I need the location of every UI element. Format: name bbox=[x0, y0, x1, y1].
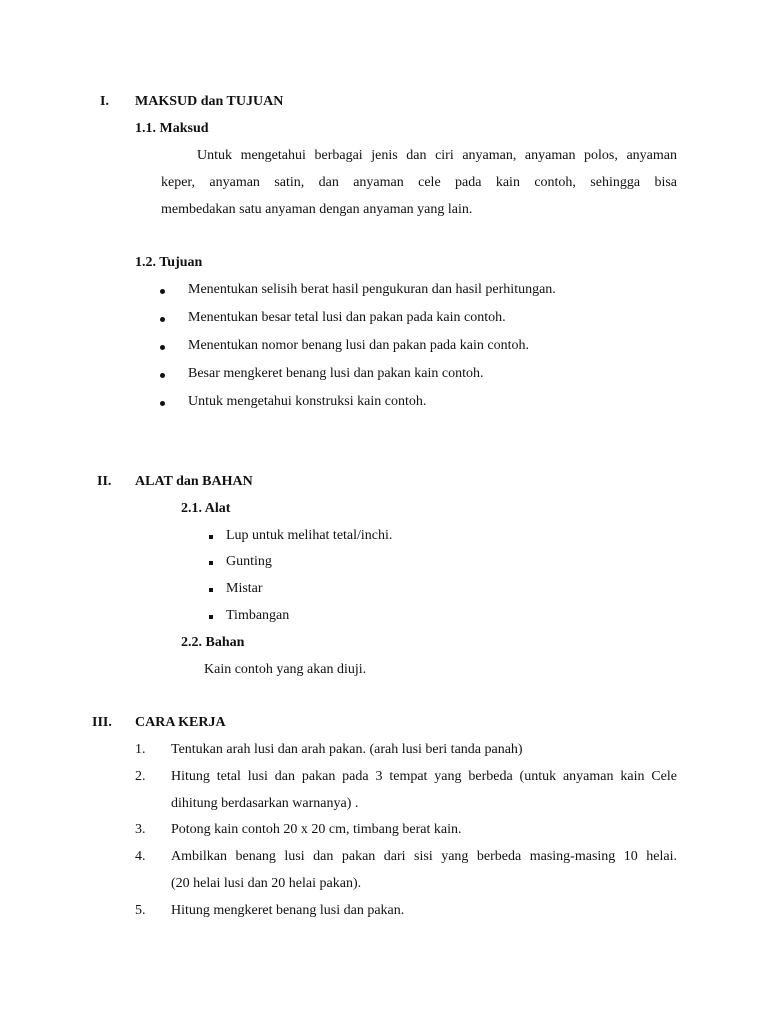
subsection-heading: 2.2. Bahan bbox=[181, 635, 245, 650]
list-item: Menentukan besar tetal lusi dan pakan pada kain contoh. bbox=[188, 310, 506, 325]
subsection-heading: 1.1. Maksud bbox=[135, 121, 209, 136]
subsection-heading: 2.1. Alat bbox=[181, 501, 231, 516]
paragraph-line: keper, anyaman satin, dan anyaman cele pada kain contoh, sehingga bisa bbox=[161, 175, 677, 190]
section-number: III. bbox=[92, 715, 112, 730]
section-number: II. bbox=[97, 474, 112, 489]
bullet-icon bbox=[160, 345, 165, 350]
step-line: Tentukan arah lusi dan arah pakan. (arah lusi beri tanda panah) bbox=[171, 742, 523, 757]
list-item: Gunting bbox=[226, 554, 272, 569]
list-item: Menentukan selisih berat hasil pengukuran dan hasil perhitungan. bbox=[188, 282, 556, 297]
paragraph-line: Untuk mengetahui berbagai jenis dan ciri anyaman, anyaman polos, anyaman bbox=[197, 148, 677, 163]
section-title: ALAT dan BAHAN bbox=[135, 474, 253, 489]
paragraph-line: Kain contoh yang akan diuji. bbox=[204, 662, 367, 677]
step-line: (20 helai lusi dan 20 helai pakan). bbox=[171, 876, 362, 891]
bullet-icon bbox=[160, 373, 165, 378]
step-number: 2. bbox=[135, 769, 146, 784]
paragraph-line: membedakan satu anyaman dengan anyaman yang lain. bbox=[161, 202, 473, 217]
step-line: Hitung tetal lusi dan pakan pada 3 tempat yang berbeda (untuk anyaman kain Cele bbox=[171, 769, 677, 784]
section-title: CARA KERJA bbox=[135, 715, 226, 730]
list-item: Timbangan bbox=[226, 608, 290, 623]
bullet-icon bbox=[209, 535, 213, 539]
step-number: 5. bbox=[135, 903, 146, 918]
step-line: Ambilkan benang lusi dan pakan dari sisi yang berbeda masing-masing 10 helai. bbox=[171, 849, 677, 864]
bullet-icon bbox=[209, 588, 213, 592]
subsection-heading: 1.2. Tujuan bbox=[135, 255, 203, 270]
list-item: Menentukan nomor benang lusi dan pakan pada kain contoh. bbox=[188, 338, 529, 353]
list-item: Besar mengkeret benang lusi dan pakan kain contoh. bbox=[188, 366, 484, 381]
bullet-icon bbox=[160, 289, 165, 294]
step-line: Potong kain contoh 20 x 20 cm, timbang berat kain. bbox=[171, 822, 462, 837]
step-number: 3. bbox=[135, 822, 146, 837]
section-title: MAKSUD dan TUJUAN bbox=[135, 94, 284, 109]
bullet-icon bbox=[209, 615, 213, 619]
step-number: 4. bbox=[135, 849, 146, 864]
section-number: I. bbox=[100, 94, 109, 109]
step-line: Hitung mengkeret benang lusi dan pakan. bbox=[171, 903, 405, 918]
bullet-icon bbox=[209, 561, 213, 565]
bullet-icon bbox=[160, 317, 165, 322]
step-line: dihitung berdasarkan warnanya) . bbox=[171, 796, 359, 811]
bullet-icon bbox=[160, 401, 165, 406]
step-number: 1. bbox=[135, 742, 146, 757]
list-item: Untuk mengetahui konstruksi kain contoh. bbox=[188, 394, 427, 409]
list-item: Mistar bbox=[226, 581, 263, 596]
list-item: Lup untuk melihat tetal/inchi. bbox=[226, 528, 393, 543]
